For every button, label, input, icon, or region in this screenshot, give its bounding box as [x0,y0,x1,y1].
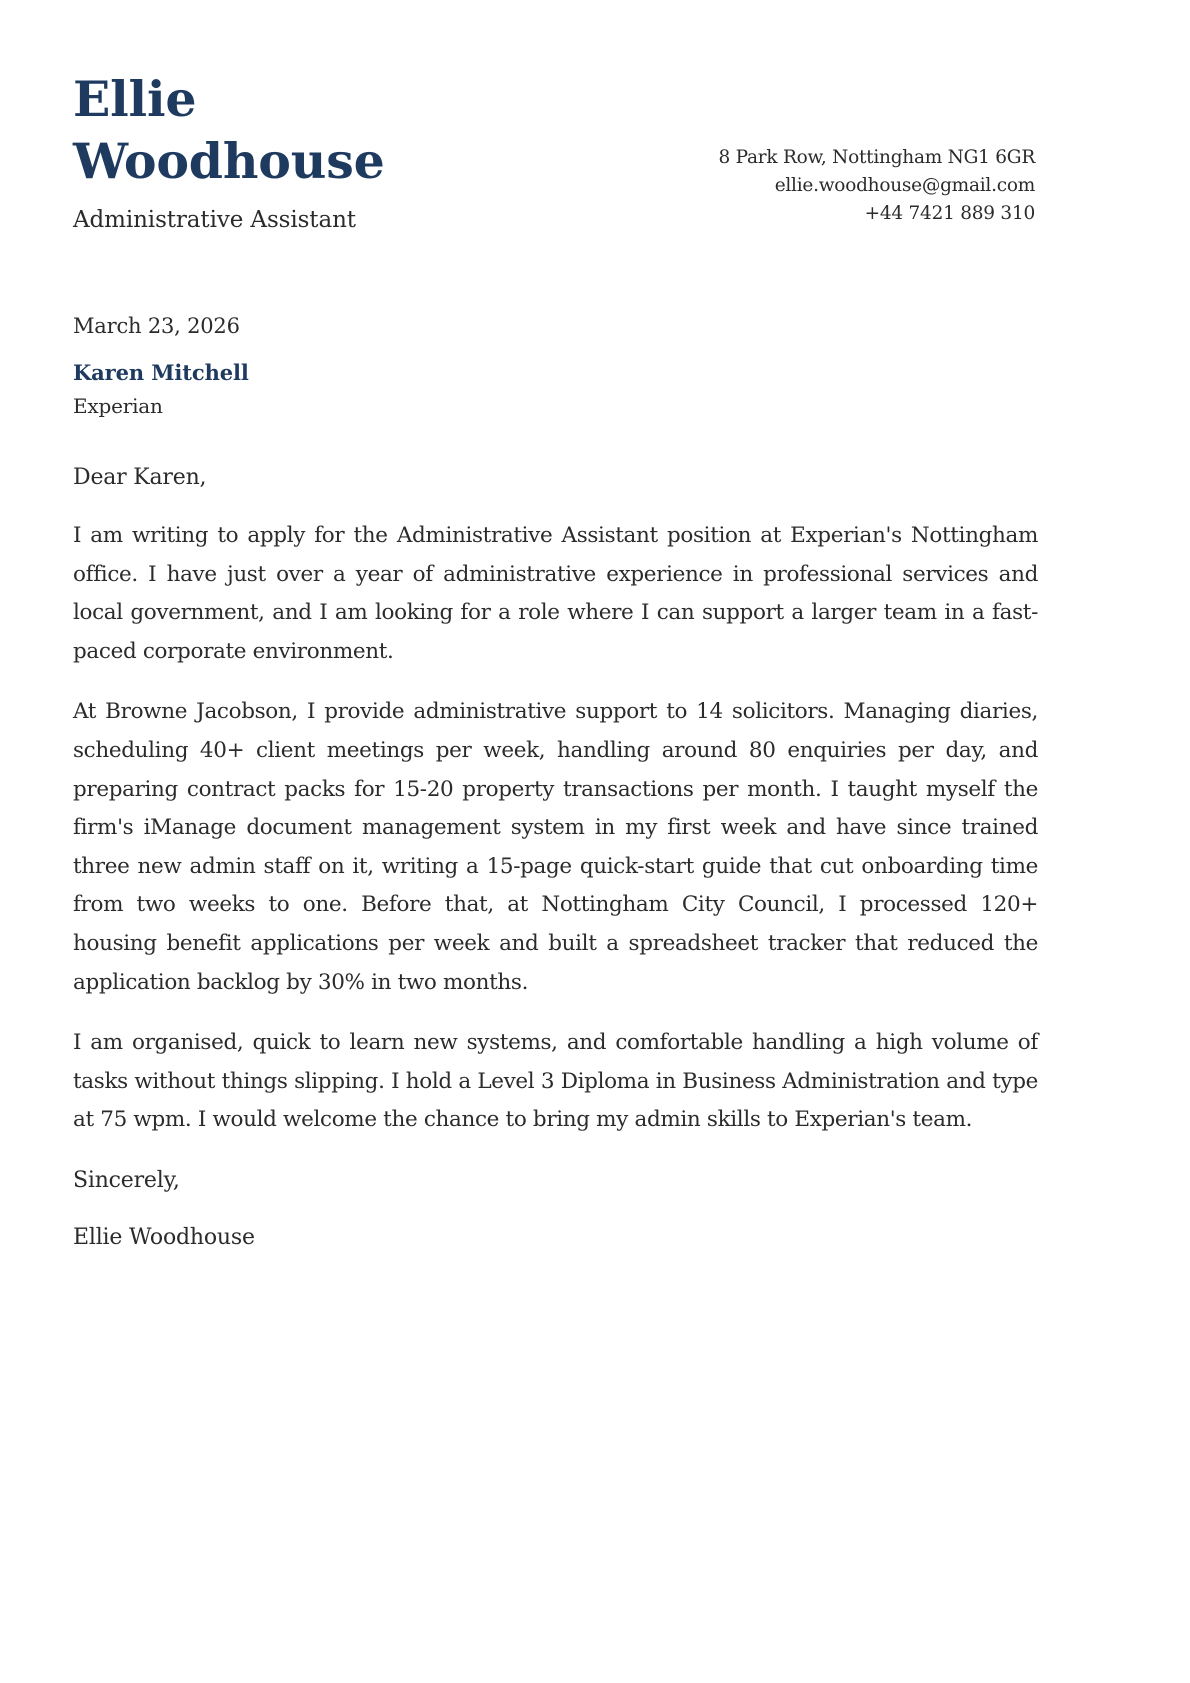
body-paragraph: At Browne Jacobson, I provide administrative support to 14 solicitors. Managing diaries, scheduling 40+ client meetings per week, handling around 80 enquiries per day, and preparing contract packs for 15-20 property transactions per month. I taught myself the firm's iManage document management system in my first week and have since trained three new admin staff on it, writing a 15-page quick-start guide that cut onboarding time from two weeks to one. Before that, at Nottingham City Council, I processed 120+ housing benefit applications per week and built a spreadsheet tracker that reduced the application backlog by 30% in two months. [73,699,1038,995]
contact-block [605,62,1035,228]
contact-phone[interactable]: +44 7421 889 310 [864,203,1035,224]
signature-name: Ellie Woodhouse [73,1224,255,1250]
page-title: Ellie Woodhouse [73,70,385,190]
recipient-company: Experian [73,394,163,418]
contact-email[interactable]: ellie.woodhouse@gmail.com [774,175,1035,196]
letter-meta [73,311,1038,421]
closing-line: Sincerely, [73,1167,180,1193]
salutation: Dear Karen, [73,465,207,490]
identity-block [73,62,543,237]
job-title: Administrative Assistant [73,207,356,233]
contact-address: 8 Park Row, Nottingham NG1 6GR [718,147,1035,168]
recipient-name: Karen Mitchell [73,360,249,385]
body-paragraph: I am organised, quick to learn new systems, and comfortable handling a high volume of tasks without things slipping. I hold a Level 3 Diploma in Business Administration and type at 75 wpm. I would welcome the chance to bring my admin skills to Experian's team. [73,1030,1038,1133]
letter-body [73,461,1038,1254]
letter-header [73,62,1035,237]
letter-date: March 23, 2026 [73,314,240,338]
body-paragraph: I am writing to apply for the Administrative Assistant position at Experian's Nottingham office. I have just over a year of administrative experience in professional services and local government, and I am looking for a role where I can support a larger team in a fast-paced corporate environment. [73,523,1038,664]
